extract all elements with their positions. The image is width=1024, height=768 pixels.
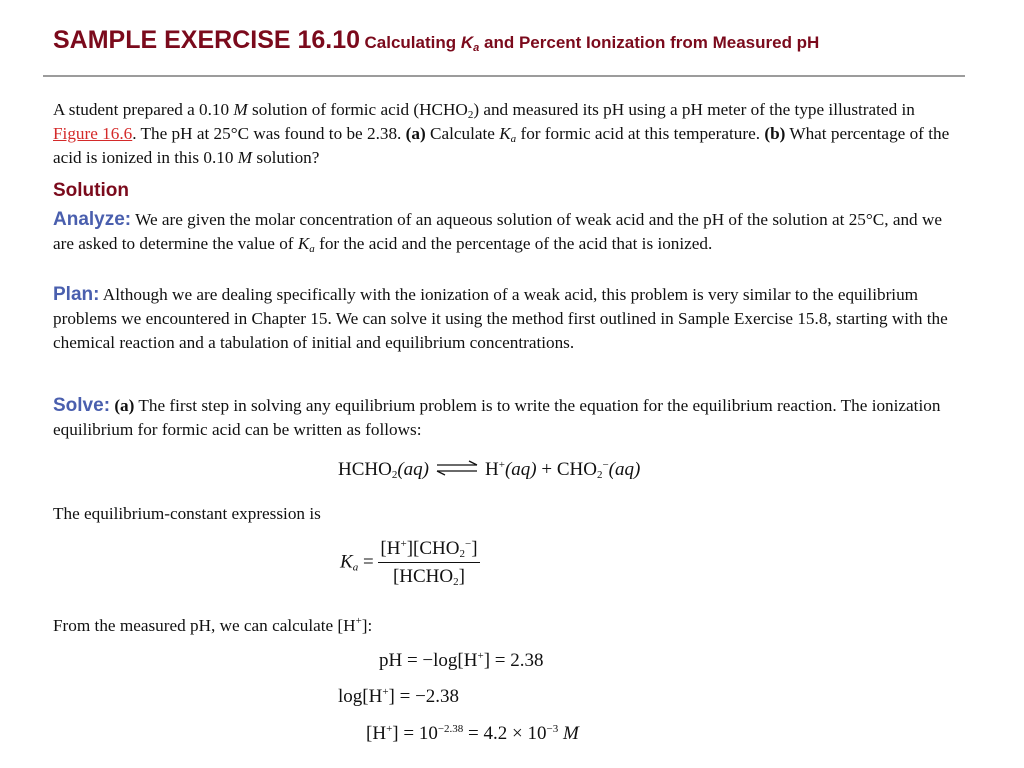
problem-statement: A student prepared a 0.10 M solution of formic acid $(HCHO_2)$ and measured its pH using a pH meter of the type illustrated in Figure 16.6. The pH at 25°C was found to be 2.38. (a) Calculate $K_a$ for formic acid at this temperature. (b) What percentage of the acid is ionized in this 0.10 M solution? — [53, 100, 950, 167]
analyze-paragraph: Analyze: We are given the molar concentration of an aqueous solution of weak acid and the pH of the solution at 25°C, and we are asked to determine the value of $K_a$ for the acid and the percentage of the acid that is ionized. — [53, 209, 942, 255]
figure-link[interactable]: Figure 16.6 — [53, 124, 133, 143]
calc-line-log: log[H+] = −2.38 — [338, 686, 460, 707]
eq-constant-text: The equilibrium-constant expression is — [53, 504, 321, 523]
solve-paragraph: Solve: (a) The first step in solving any equilibrium problem is to write the equation for the equilibrium reaction. The ionization equilibrium for formic acid can be written as follows: — [53, 395, 941, 439]
title-divider — [43, 75, 965, 77]
ka-expression: $K_a$ = $\frac{[H^+][CHO_2^-]}{[HCHO_2]}$ — [340, 538, 478, 588]
calc-line-h-concentration: $[H^+] = 10^{-2.38} = 4.2 \times 10^{-3}$ M — [366, 723, 579, 744]
ka-numerator: $[H^+][CHO_2^-]$ — [378, 538, 479, 563]
equilibrium-arrows-icon — [435, 460, 479, 476]
plan-label: Plan: — [53, 284, 100, 305]
plan-paragraph: Plan: Although we are dealing specifically with the ionization of a weak acid, this problem is very similar to the equilibrium problems we encountered in Chapter 15. We can solve it using the method first outlined in Sample Exercise 15.8, starting with the chemical reaction and a tabulation of initial and equilibrium concentrations. — [53, 284, 948, 352]
page-title — [53, 26, 819, 55]
title-subtitle: Calculating $K_a$ and Percent Ionization from Measured pH — [364, 33, 820, 54]
solve-label: Solve: — [53, 395, 111, 416]
title-main: SAMPLE EXERCISE 16.10 — [53, 26, 361, 54]
analyze-label: Analyze: — [53, 209, 132, 230]
ka-fraction — [378, 538, 479, 588]
ionization-equation: $HCHO_2(aq) H^+(aq) + CHO_2^-(aq)$ — [338, 459, 641, 481]
calc-line-ph: pH = −log[H+] = 2.38 — [379, 650, 544, 671]
ka-denominator: $[HCHO_2]$ — [392, 566, 465, 588]
measured-ph-text: From the measured pH, we can calculate [H+]: — [53, 615, 373, 635]
solution-heading: Solution — [53, 180, 129, 201]
